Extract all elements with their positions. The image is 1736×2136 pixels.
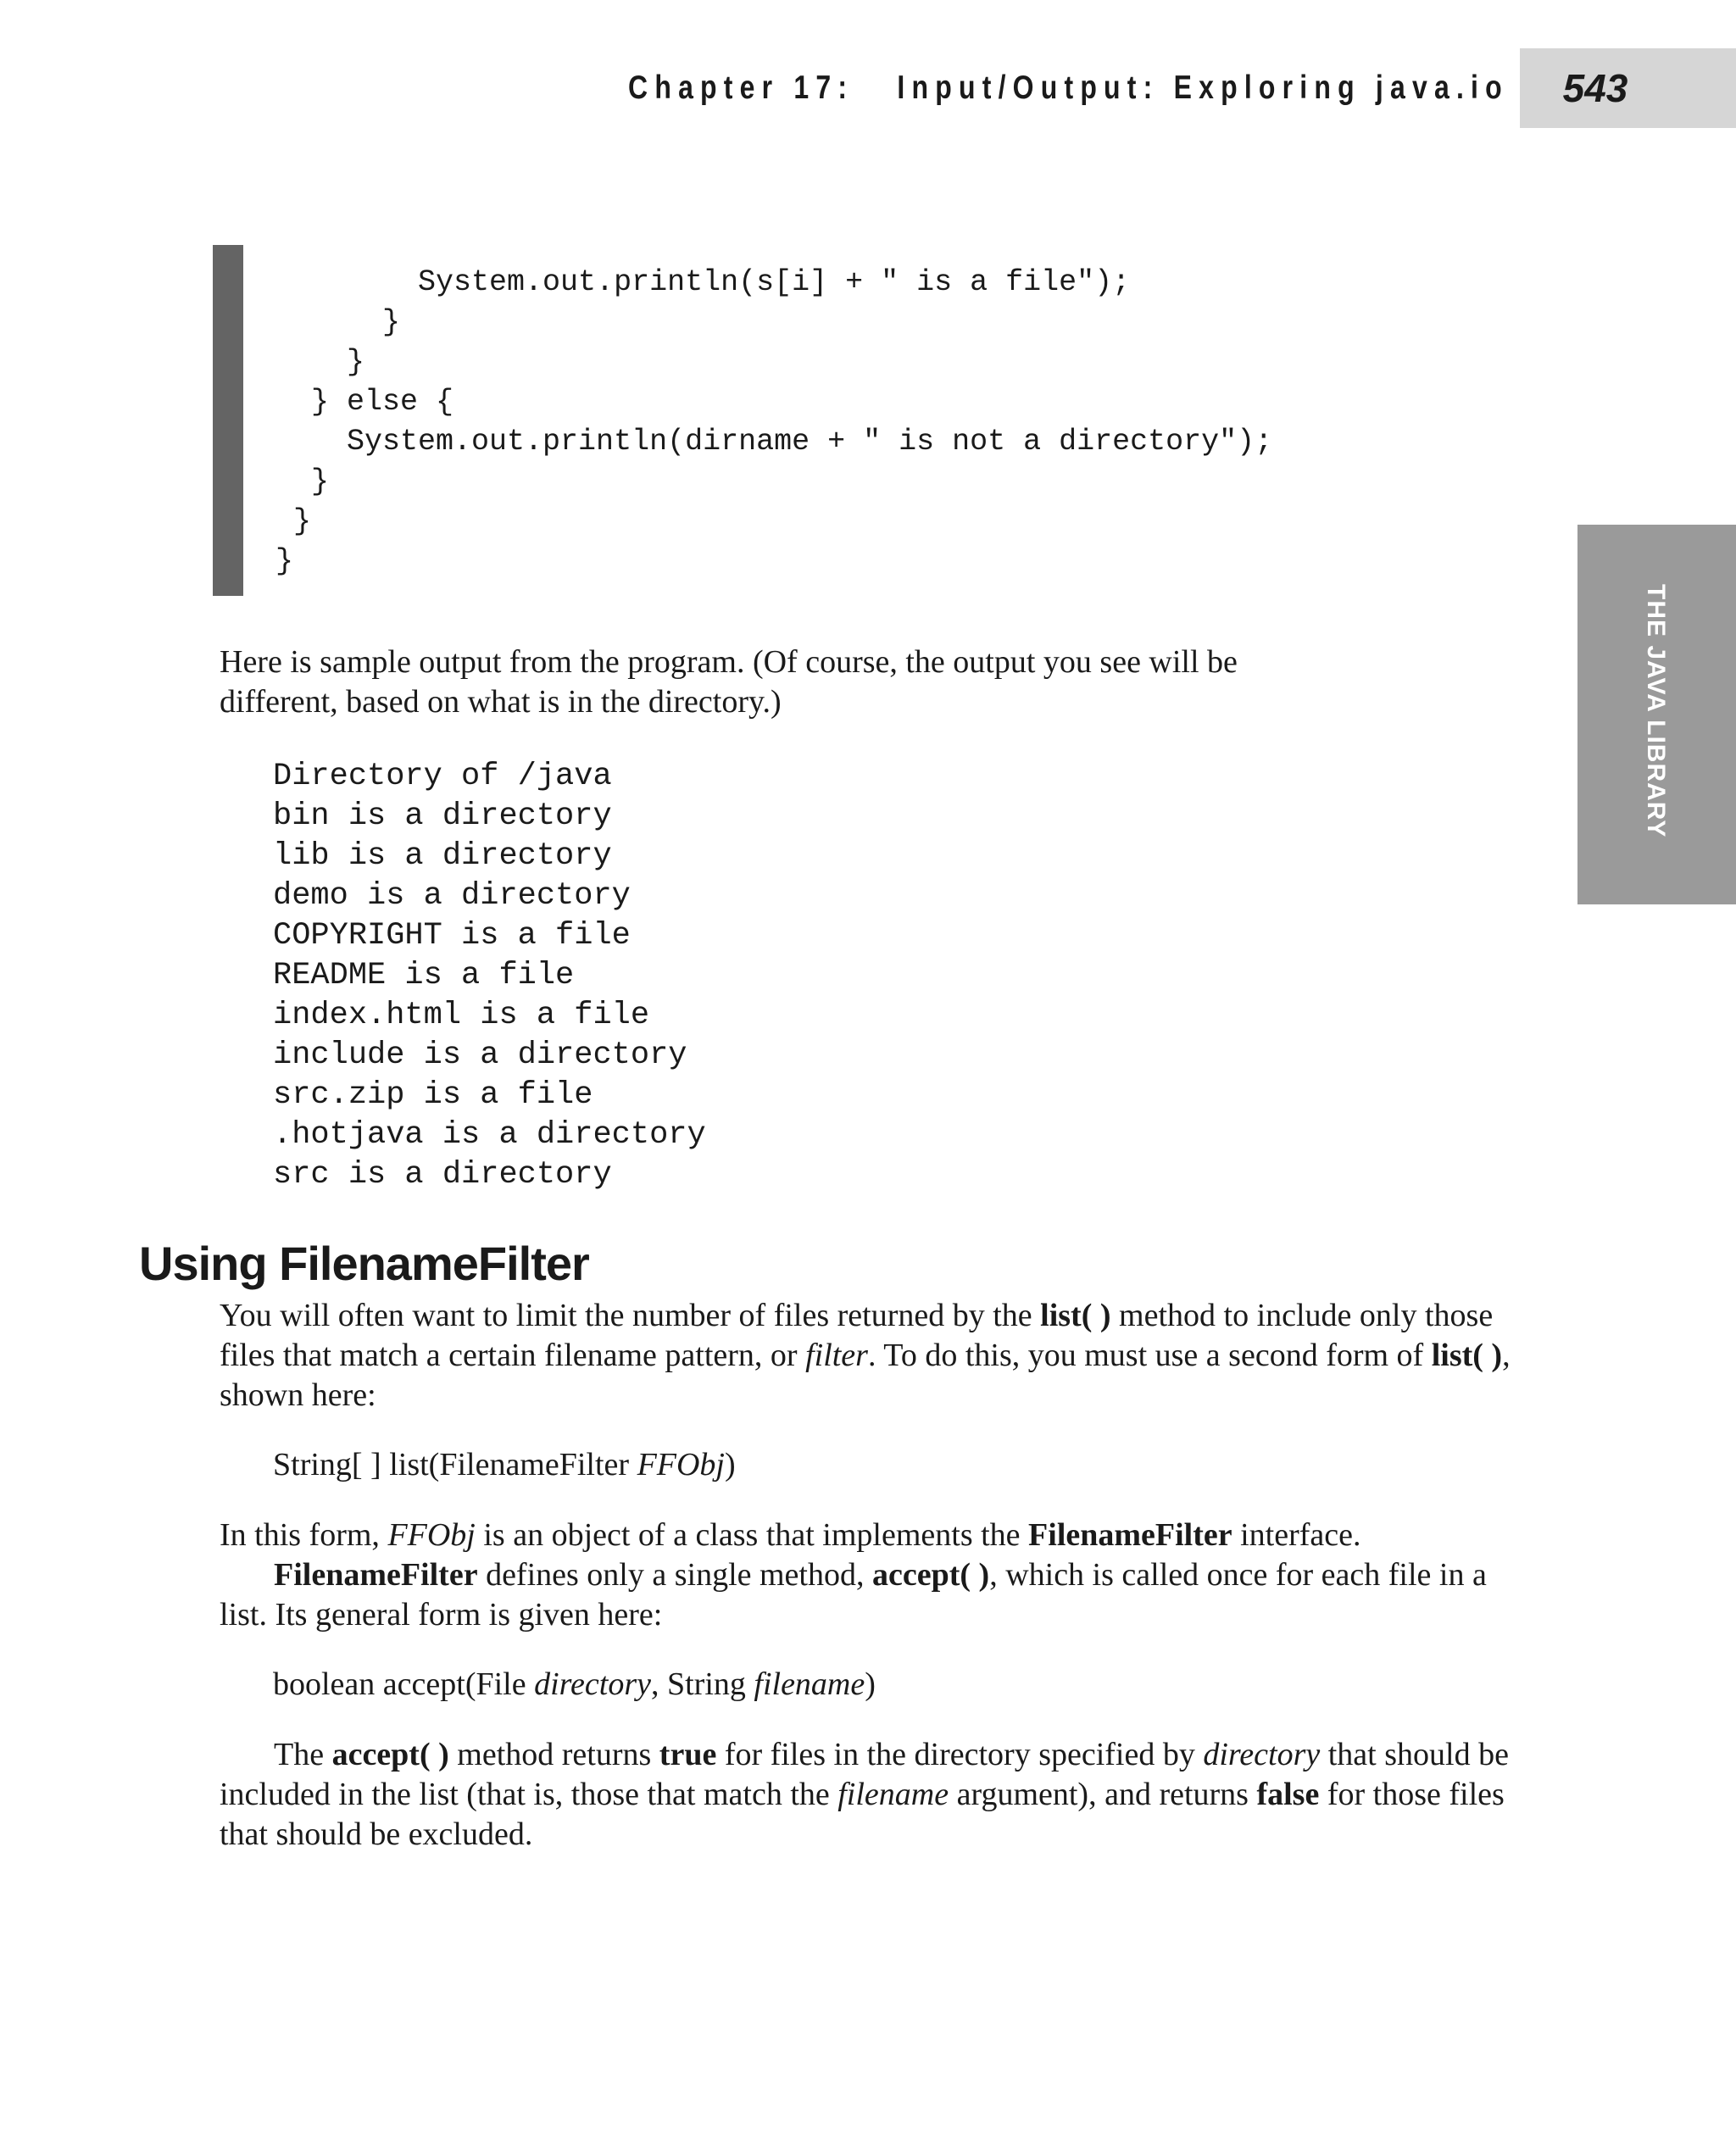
output-line: include is a directory <box>273 1037 687 1073</box>
output-line: demo is a directory <box>273 878 631 914</box>
accept-signature: boolean accept(File directory, String filename) <box>273 1666 876 1702</box>
intro-paragraph <box>220 642 1525 722</box>
code-line: } <box>275 464 330 498</box>
code-line: System.out.println(s[i] + " is a file"); <box>275 265 1131 299</box>
output-line: lib is a directory <box>273 838 612 874</box>
paragraph-accept-method: FilenameFilter defines only a single method, accept( ), which is called once for each file in a list. Its general form is given here: <box>220 1557 1487 1633</box>
paragraph-accept-return: The accept( ) method returns true for files in the directory specified by directory that should be included in the list (that is, those that match the filename argument), and returns false for those files that should be excluded. <box>220 1737 1509 1852</box>
output-line: README is a file <box>273 958 575 993</box>
output-line: COPYRIGHT is a file <box>273 918 631 954</box>
section-thumb-label: THE JAVA LIBRARY <box>1642 584 1670 838</box>
output-line: src.zip is a file <box>273 1077 593 1113</box>
page-number-box <box>1520 48 1736 128</box>
section-heading: Using FilenameFilter <box>139 1237 589 1290</box>
code-line: } else { <box>275 385 454 419</box>
code-listing-bar <box>213 245 243 596</box>
sample-output <box>273 757 706 1195</box>
intro-line: different, based on what is in the directory.) <box>220 684 782 720</box>
chapter-title: Chapter 17: Input/Output: Exploring java.io <box>628 70 1509 106</box>
code-line: } <box>275 504 312 538</box>
output-line: bin is a directory <box>273 798 612 834</box>
intro-line: Here is sample output from the program. (Of course, the output you see will be <box>220 644 1238 680</box>
page-number: 543 <box>1562 66 1628 110</box>
output-line: index.html is a file <box>273 998 650 1033</box>
output-line: Directory of /java <box>273 759 612 794</box>
code-line: } <box>275 544 294 578</box>
output-line: src is a directory <box>273 1157 612 1193</box>
list-signature: String[ ] list(FilenameFilter FFObj) <box>273 1447 736 1482</box>
paragraph-ffobj: In this form, FFObj is an object of a class that implements the FilenameFilter interface. <box>220 1517 1361 1553</box>
paragraph-list-method: You will often want to limit the number of files returned by the list( ) method to include only those files that match a certain filename pattern, or filter. To do this, you must use a second form of list( ), shown here: <box>220 1298 1511 1413</box>
code-line: } <box>275 305 401 339</box>
code-line: System.out.println(dirname + " is not a directory"); <box>275 425 1273 459</box>
output-line: .hotjava is a directory <box>273 1117 706 1153</box>
code-listing <box>275 263 1272 581</box>
section-thumb-tab <box>1577 525 1736 904</box>
code-line: } <box>275 345 365 379</box>
